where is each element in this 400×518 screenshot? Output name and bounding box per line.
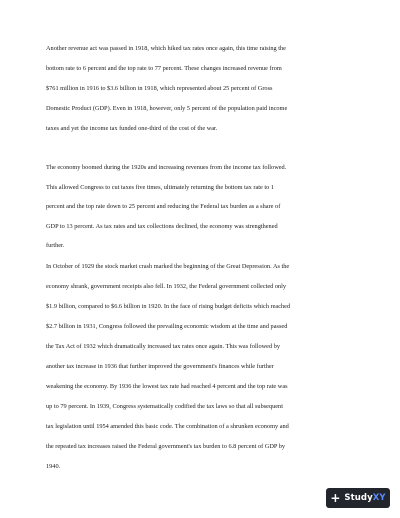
paragraph-1 — [46, 45, 364, 145]
text-line: another tax increase in 1936 that further improved the government's finances while further — [46, 363, 274, 370]
text-line: This allowed Congress to cut taxes five times, ultimately returning the bottom tax rate to 1 — [46, 183, 275, 191]
paragraph-3 — [46, 263, 364, 483]
text-line: up to 79 percent. In 1939, Congress systematically codified the tax laws so that all subsequent — [46, 403, 283, 410]
text-line: the Tax Act of 1932 which dramatically increased tax rates once again. This was followed by — [46, 343, 280, 350]
text-line: $2.7 billion in 1931, Congress followed the prevailing economic wisdom at the time and passed — [46, 323, 288, 330]
text-line: $1.9 billion, compared to $6.6 billion in 1920. In the face of rising budget deficits which reached — [46, 303, 291, 310]
plus-icon: + — [330, 491, 341, 505]
text-line: further. — [46, 242, 65, 250]
text-line: Another revenue act was passed in 1918, which hiked tax rates once again, this time raising the — [46, 45, 286, 52]
text-line: the repeated tax increases raised the Federal government's tax burden to 6.8 percent of GDP by — [46, 443, 286, 450]
text-line: economy shrank, government receipts also fell. In 1932, the Federal government collected only — [46, 283, 287, 290]
brand-name: StudyXY — [344, 493, 386, 503]
text-line: weakening the economy. By 1936 the lowest tax rate had reached 4 percent and the top rate was — [46, 383, 288, 390]
text-line: 1940. — [46, 463, 61, 470]
text-line: Domestic Product (GDP). Even in 1918, however, only 5 percent of the population paid income — [46, 105, 288, 112]
text-line: tax legislation until 1954 amended this basic code. The combination of a shrunken economy and — [46, 423, 289, 430]
text-line: bottom rate to 6 percent and the top rate to 77 percent. These changes increased revenue from — [46, 65, 282, 72]
text-line: GDP to 13 percent. As tax rates and tax collections declined, the economy was strengthened — [46, 222, 278, 230]
text-line: $761 million in 1916 to $3.6 billion in 1918, which represented about 25 percent of Gross — [46, 85, 273, 92]
text-line: In October of 1929 the stock market crash marked the beginning of the Great Depression. As the — [46, 263, 290, 270]
text-line: taxes and yet the income tax funded one-third of the cost of the war. — [46, 125, 218, 132]
paragraph-2 — [46, 164, 364, 262]
text-line: percent and the top rate down to 25 percent and reducing the Federal tax burden as a share of — [46, 203, 281, 211]
studyxy-logo — [326, 488, 390, 508]
text-line: The economy boomed during the 1920s and increasing revenues from the income tax followed. — [46, 164, 287, 171]
